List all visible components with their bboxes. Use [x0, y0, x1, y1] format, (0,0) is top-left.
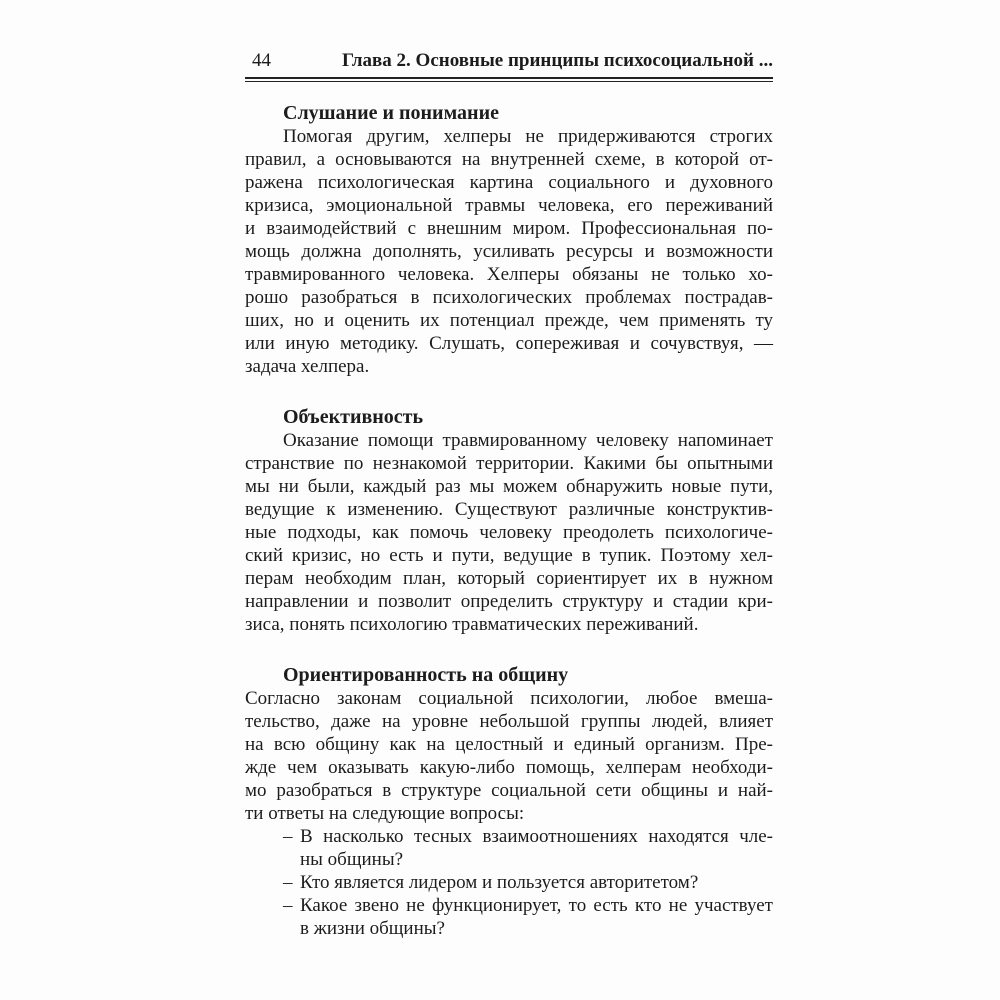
text-line: ражена психологическая картина социального и духовного — [245, 172, 773, 193]
section — [245, 406, 773, 636]
text-line: ших, но и оценить их потенциал прежде, чем применять ту — [245, 310, 773, 331]
text-line: правил, а основываются на внутренней схеме, в которой от- — [245, 149, 773, 170]
section — [245, 664, 773, 940]
dash-marker: – — [283, 895, 293, 916]
text-line: мощь должна дополнять, усиливать ресурсы и возможности — [245, 241, 773, 262]
section-heading: Ориентированность на общину — [283, 664, 569, 686]
text-line: в жизни общины? — [300, 918, 445, 939]
text-line: травмированного человека. Хелперы обязаны не только хо- — [245, 264, 773, 285]
page-number: 44 — [252, 50, 271, 71]
section-heading: Объективность — [283, 406, 424, 428]
text-line: рошо разобраться в психологических проблемах пострадав- — [245, 287, 773, 308]
text-line: странствие по незнакомой территории. Какими бы опытными — [245, 453, 773, 474]
text-block — [245, 50, 773, 940]
text-line: – Какое звено не функционирует, то есть кто не участвует — [283, 895, 773, 916]
text-line: мы ни были, каждый раз мы можем обнаружить новые пути, — [245, 476, 773, 497]
text-line: жде чем оказывать какую-либо помощь, хелперам необходи- — [245, 757, 773, 778]
text-line: или иную методику. Слушать, сопереживая и сочувствуя, — — [245, 333, 773, 354]
text-line: ведущие к изменению. Существуют различные конструктив- — [245, 499, 773, 520]
paragraph — [245, 429, 773, 636]
text-line: перам необходим план, который сориентирует их в нужном — [245, 568, 773, 589]
text-line: ти ответы на следующие вопросы: — [245, 803, 525, 824]
text-line: кризиса, эмоциональной травмы человека, его переживаний — [245, 195, 773, 216]
chapter-title: Глава 2. Основные принципы психосоциальной ... — [341, 50, 773, 71]
text-line: ны общины? — [300, 849, 404, 870]
text-line: Согласно законам социальной психологии, любое вмеша- — [245, 688, 773, 709]
question-list — [245, 825, 773, 940]
text-line: зиса, понять психологию травматических переживаний. — [245, 614, 699, 635]
header-rule — [245, 77, 773, 82]
paragraph — [245, 125, 773, 378]
list-item — [245, 825, 773, 871]
text-line: ский кризис, но есть и пути, ведущие в тупик. Поэтому хел- — [245, 545, 773, 566]
text-line: мо разобраться в структуре социальной сети общины и най- — [245, 780, 773, 801]
section-heading: Слушание и понимание — [283, 102, 499, 124]
dash-marker: – — [283, 826, 293, 847]
text-line: направлении и позволит определить структуру и стадии кри- — [245, 591, 773, 612]
text-line: Оказание помощи травмированному человеку напоминает — [283, 430, 773, 451]
text-line: ные подходы, как помочь человеку преодолеть психологиче- — [245, 522, 773, 543]
text-line: – В насколько тесных взаимоотношениях находятся чле- — [283, 826, 773, 847]
text-line: на всю общину как на целостный и единый организм. Пре- — [245, 734, 773, 755]
text-line: задача хелпера. — [245, 356, 370, 377]
text-line: тельство, даже на уровне небольшой группы людей, влияет — [245, 711, 773, 732]
text-line: и взаимодействий с внешним миром. Профессиональная по- — [245, 218, 773, 239]
section — [245, 102, 773, 378]
page-body — [245, 102, 773, 940]
text-line: Помогая другим, хелперы не придерживаются строгих — [283, 126, 773, 147]
text-line: – Кто является лидером и пользуется авторитетом? — [283, 872, 699, 893]
list-item — [245, 871, 773, 894]
dash-marker: – — [283, 872, 293, 893]
paragraph — [245, 687, 773, 825]
list-item — [245, 894, 773, 940]
running-header — [245, 50, 773, 71]
